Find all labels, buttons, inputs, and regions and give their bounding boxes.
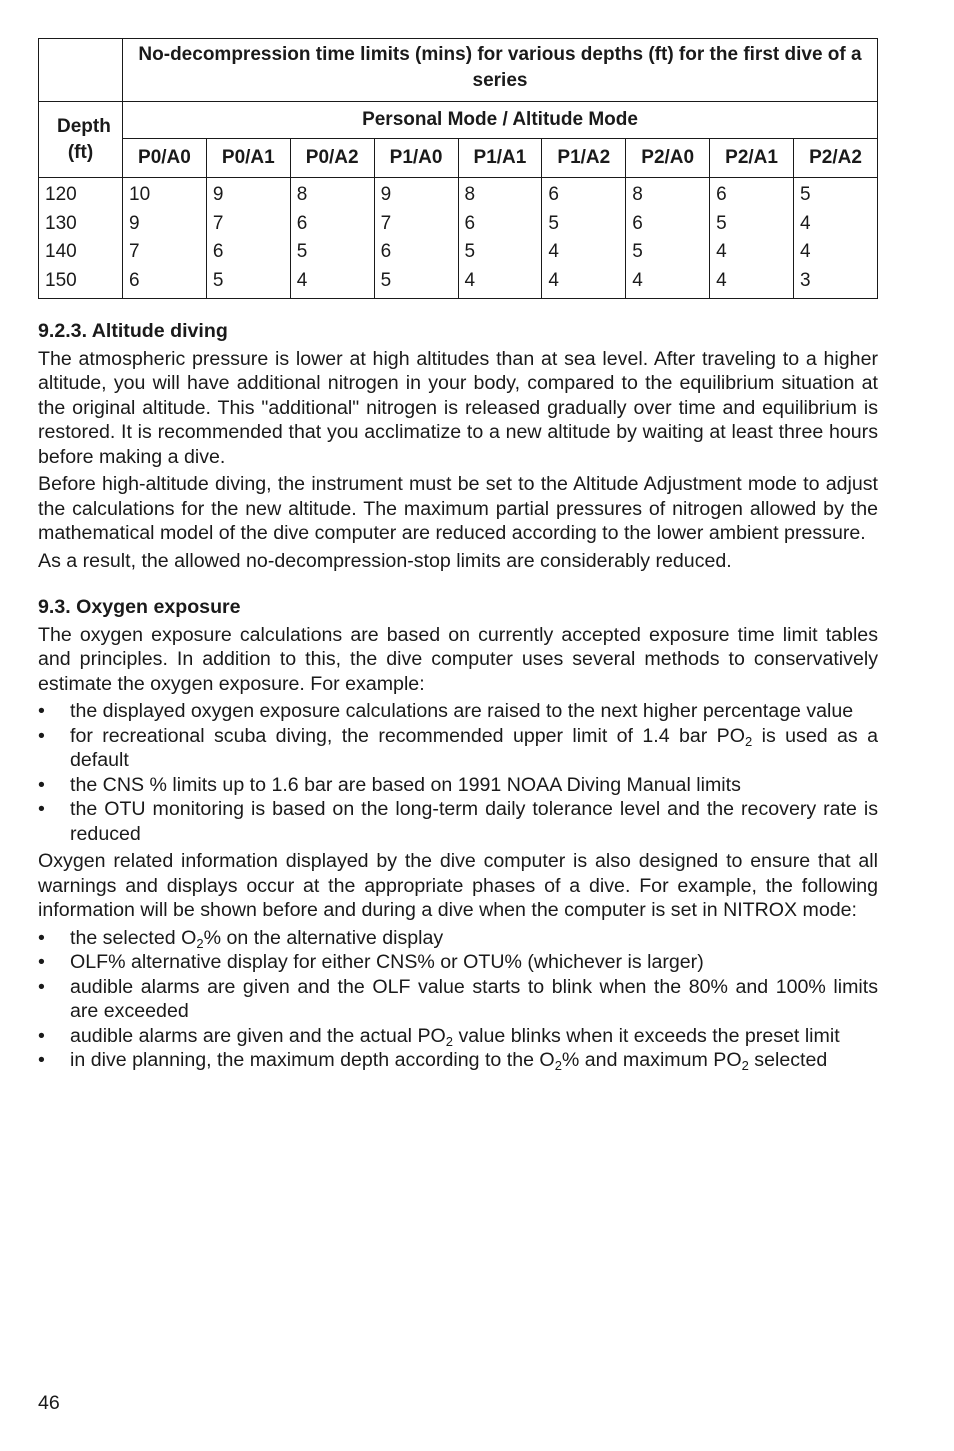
oxygen-paragraph-2: Oxygen related information displayed by the dive computer is also designed to ensure that all warnings and displays occur at the appropriate phases of a dive. For example, the following information will be shown before and during a dive when the computer is set in NITROX mode: bbox=[38, 850, 878, 921]
nitrox-info-list bbox=[38, 926, 878, 1073]
time-limit-value: 10 bbox=[129, 184, 151, 205]
list-item: • the CNS % limits up to 1.6 bar are based on 1991 NOAA Diving Manual limits bbox=[38, 773, 741, 796]
depth-value: 150 bbox=[45, 269, 77, 291]
column-header: P2/A0 bbox=[626, 139, 710, 178]
time-values-cell bbox=[290, 178, 374, 299]
altitude-paragraph-1: The atmospheric pressure is lower at high altitudes than at sea level. After traveling to a higher altitude, you will have additional nitrogen in your body, compared to the equilibrium situation at the original altitude. This "additional" nitrogen is released gradually over time and equilibrium is restored. It is recommended that you acclimatize to a new altitude by waiting at least three hours before making a dive. bbox=[38, 347, 878, 468]
time-limit-value: 5 bbox=[548, 212, 559, 234]
time-limit-value: 4 bbox=[800, 241, 811, 262]
depth-header: Depth (ft) bbox=[39, 102, 123, 178]
depth-value: 140 bbox=[45, 241, 77, 262]
time-limit-value: 4 bbox=[296, 269, 308, 291]
oxygen-methods-list bbox=[38, 699, 878, 846]
time-values-cell bbox=[542, 178, 626, 299]
column-header: P1/A2 bbox=[542, 139, 626, 178]
time-values-cell bbox=[206, 178, 290, 299]
time-limit-value: 4 bbox=[716, 241, 727, 262]
time-limit-value: 4 bbox=[464, 269, 476, 291]
time-limit-value: 5 bbox=[800, 184, 811, 205]
time-values-cell bbox=[458, 178, 542, 299]
altitude-paragraph-2: Before high-altitude diving, the instrument must be set to the Altitude Adjustment mode to adjust the calculations for the new altitude. The maximum partial pressures of nitrogen allowed by the mathematical model of the dive computer are reduced according to the lower ambient pressure. bbox=[38, 473, 878, 544]
column-header: P0/A0 bbox=[123, 139, 207, 178]
time-limit-value: 6 bbox=[632, 212, 643, 234]
time-limit-value: 5 bbox=[296, 241, 308, 262]
time-limit-value: 6 bbox=[548, 184, 559, 205]
time-values-cell bbox=[123, 178, 207, 299]
mode-header: Personal Mode / Altitude Mode bbox=[123, 102, 878, 139]
time-limit-value: 4 bbox=[548, 269, 559, 291]
time-limit-value: 5 bbox=[464, 241, 476, 262]
text-body bbox=[38, 319, 878, 1073]
list-item: • the selected $O_2\%$ on the alternative display bbox=[38, 926, 444, 951]
list-item: • for recreational scuba diving, the recommended upper limit of 1.4 bar $PO_2$ is used as a default bbox=[38, 724, 878, 771]
time-values-cell bbox=[374, 178, 458, 299]
time-limit-value: 8 bbox=[464, 184, 476, 205]
time-limit-value: 6 bbox=[212, 241, 224, 262]
time-limit-value: 6 bbox=[464, 212, 476, 234]
time-limit-value: 6 bbox=[129, 269, 140, 291]
time-limit-value: 7 bbox=[212, 212, 224, 234]
list-item: • in dive planning, the maximum depth according to the $O_2\%$ and maximum $PO_2$ selected bbox=[38, 1049, 828, 1073]
time-values-cell bbox=[794, 178, 878, 299]
list-item: • audible alarms are given and the OLF value starts to blink when the 80% and 100% limits are exceeded bbox=[38, 975, 878, 1022]
column-header: P1/A0 bbox=[374, 139, 458, 178]
time-limit-value: 5 bbox=[716, 212, 727, 234]
list-item: • the displayed oxygen exposure calculations are raised to the next higher percentage value bbox=[38, 700, 854, 722]
time-limit-value: 8 bbox=[296, 184, 308, 205]
time-limit-value: 6 bbox=[716, 184, 727, 205]
list-item: • audible alarms are given and the actual $PO_2$ value blinks when it exceeds the preset limit bbox=[38, 1024, 840, 1049]
list-item: • the OTU monitoring is based on the long-term daily tolerance level and the recovery rate is reduced bbox=[38, 798, 878, 845]
altitude-paragraph-3: As a result, the allowed no-decompression-stop limits are considerably reduced. bbox=[38, 549, 732, 572]
time-limit-value: 4 bbox=[716, 269, 727, 291]
time-limit-value: 4 bbox=[800, 212, 811, 234]
list-item: • OLF% alternative display for either CNS% or OTU% (whichever is larger) bbox=[38, 951, 704, 973]
time-limit-value: 9 bbox=[129, 212, 140, 234]
table-caption: No-decompression time limits (mins) for various depths (ft) for the first dive of a series bbox=[123, 39, 878, 102]
column-header: P1/A1 bbox=[458, 139, 542, 178]
column-header: P0/A2 bbox=[290, 139, 374, 178]
column-header: P2/A1 bbox=[710, 139, 794, 178]
depth-value: 130 bbox=[45, 212, 77, 234]
column-header: P2/A2 bbox=[794, 139, 878, 178]
time-limit-value: 7 bbox=[380, 212, 392, 234]
depth-values-cell bbox=[39, 178, 123, 299]
page-number: 46 bbox=[38, 1392, 60, 1414]
time-limit-value: 5 bbox=[380, 269, 392, 291]
no-deco-table bbox=[38, 38, 878, 299]
time-limit-value: 9 bbox=[380, 184, 392, 205]
depth-value: 120 bbox=[45, 184, 77, 205]
time-values-cell bbox=[710, 178, 794, 299]
time-limit-value: 9 bbox=[212, 184, 224, 205]
altitude-heading: 9.2.3. Altitude diving bbox=[38, 320, 228, 342]
time-values-cell bbox=[626, 178, 710, 299]
time-limit-value: 4 bbox=[632, 269, 643, 291]
time-limit-value: 7 bbox=[129, 241, 140, 262]
time-limit-value: 5 bbox=[632, 241, 643, 262]
time-limit-value: 8 bbox=[632, 184, 643, 205]
column-header: P0/A1 bbox=[206, 139, 290, 178]
oxygen-intro: The oxygen exposure calculations are based on currently accepted exposure time limit tables and principles. In addition to this, the dive computer uses several methods to conservatively estimate the oxygen exposure. For example: bbox=[38, 623, 878, 695]
table-corner bbox=[39, 39, 123, 102]
table-body-row bbox=[39, 178, 878, 299]
time-limit-value: 5 bbox=[212, 269, 224, 291]
time-limit-value: 6 bbox=[296, 212, 308, 234]
column-header-row bbox=[39, 139, 878, 178]
page-content bbox=[38, 38, 878, 1073]
time-limit-value: 6 bbox=[380, 241, 392, 262]
time-limit-value: 3 bbox=[800, 269, 811, 291]
time-limit-value: 4 bbox=[548, 241, 559, 262]
oxygen-heading: 9.3. Oxygen exposure bbox=[38, 596, 241, 618]
